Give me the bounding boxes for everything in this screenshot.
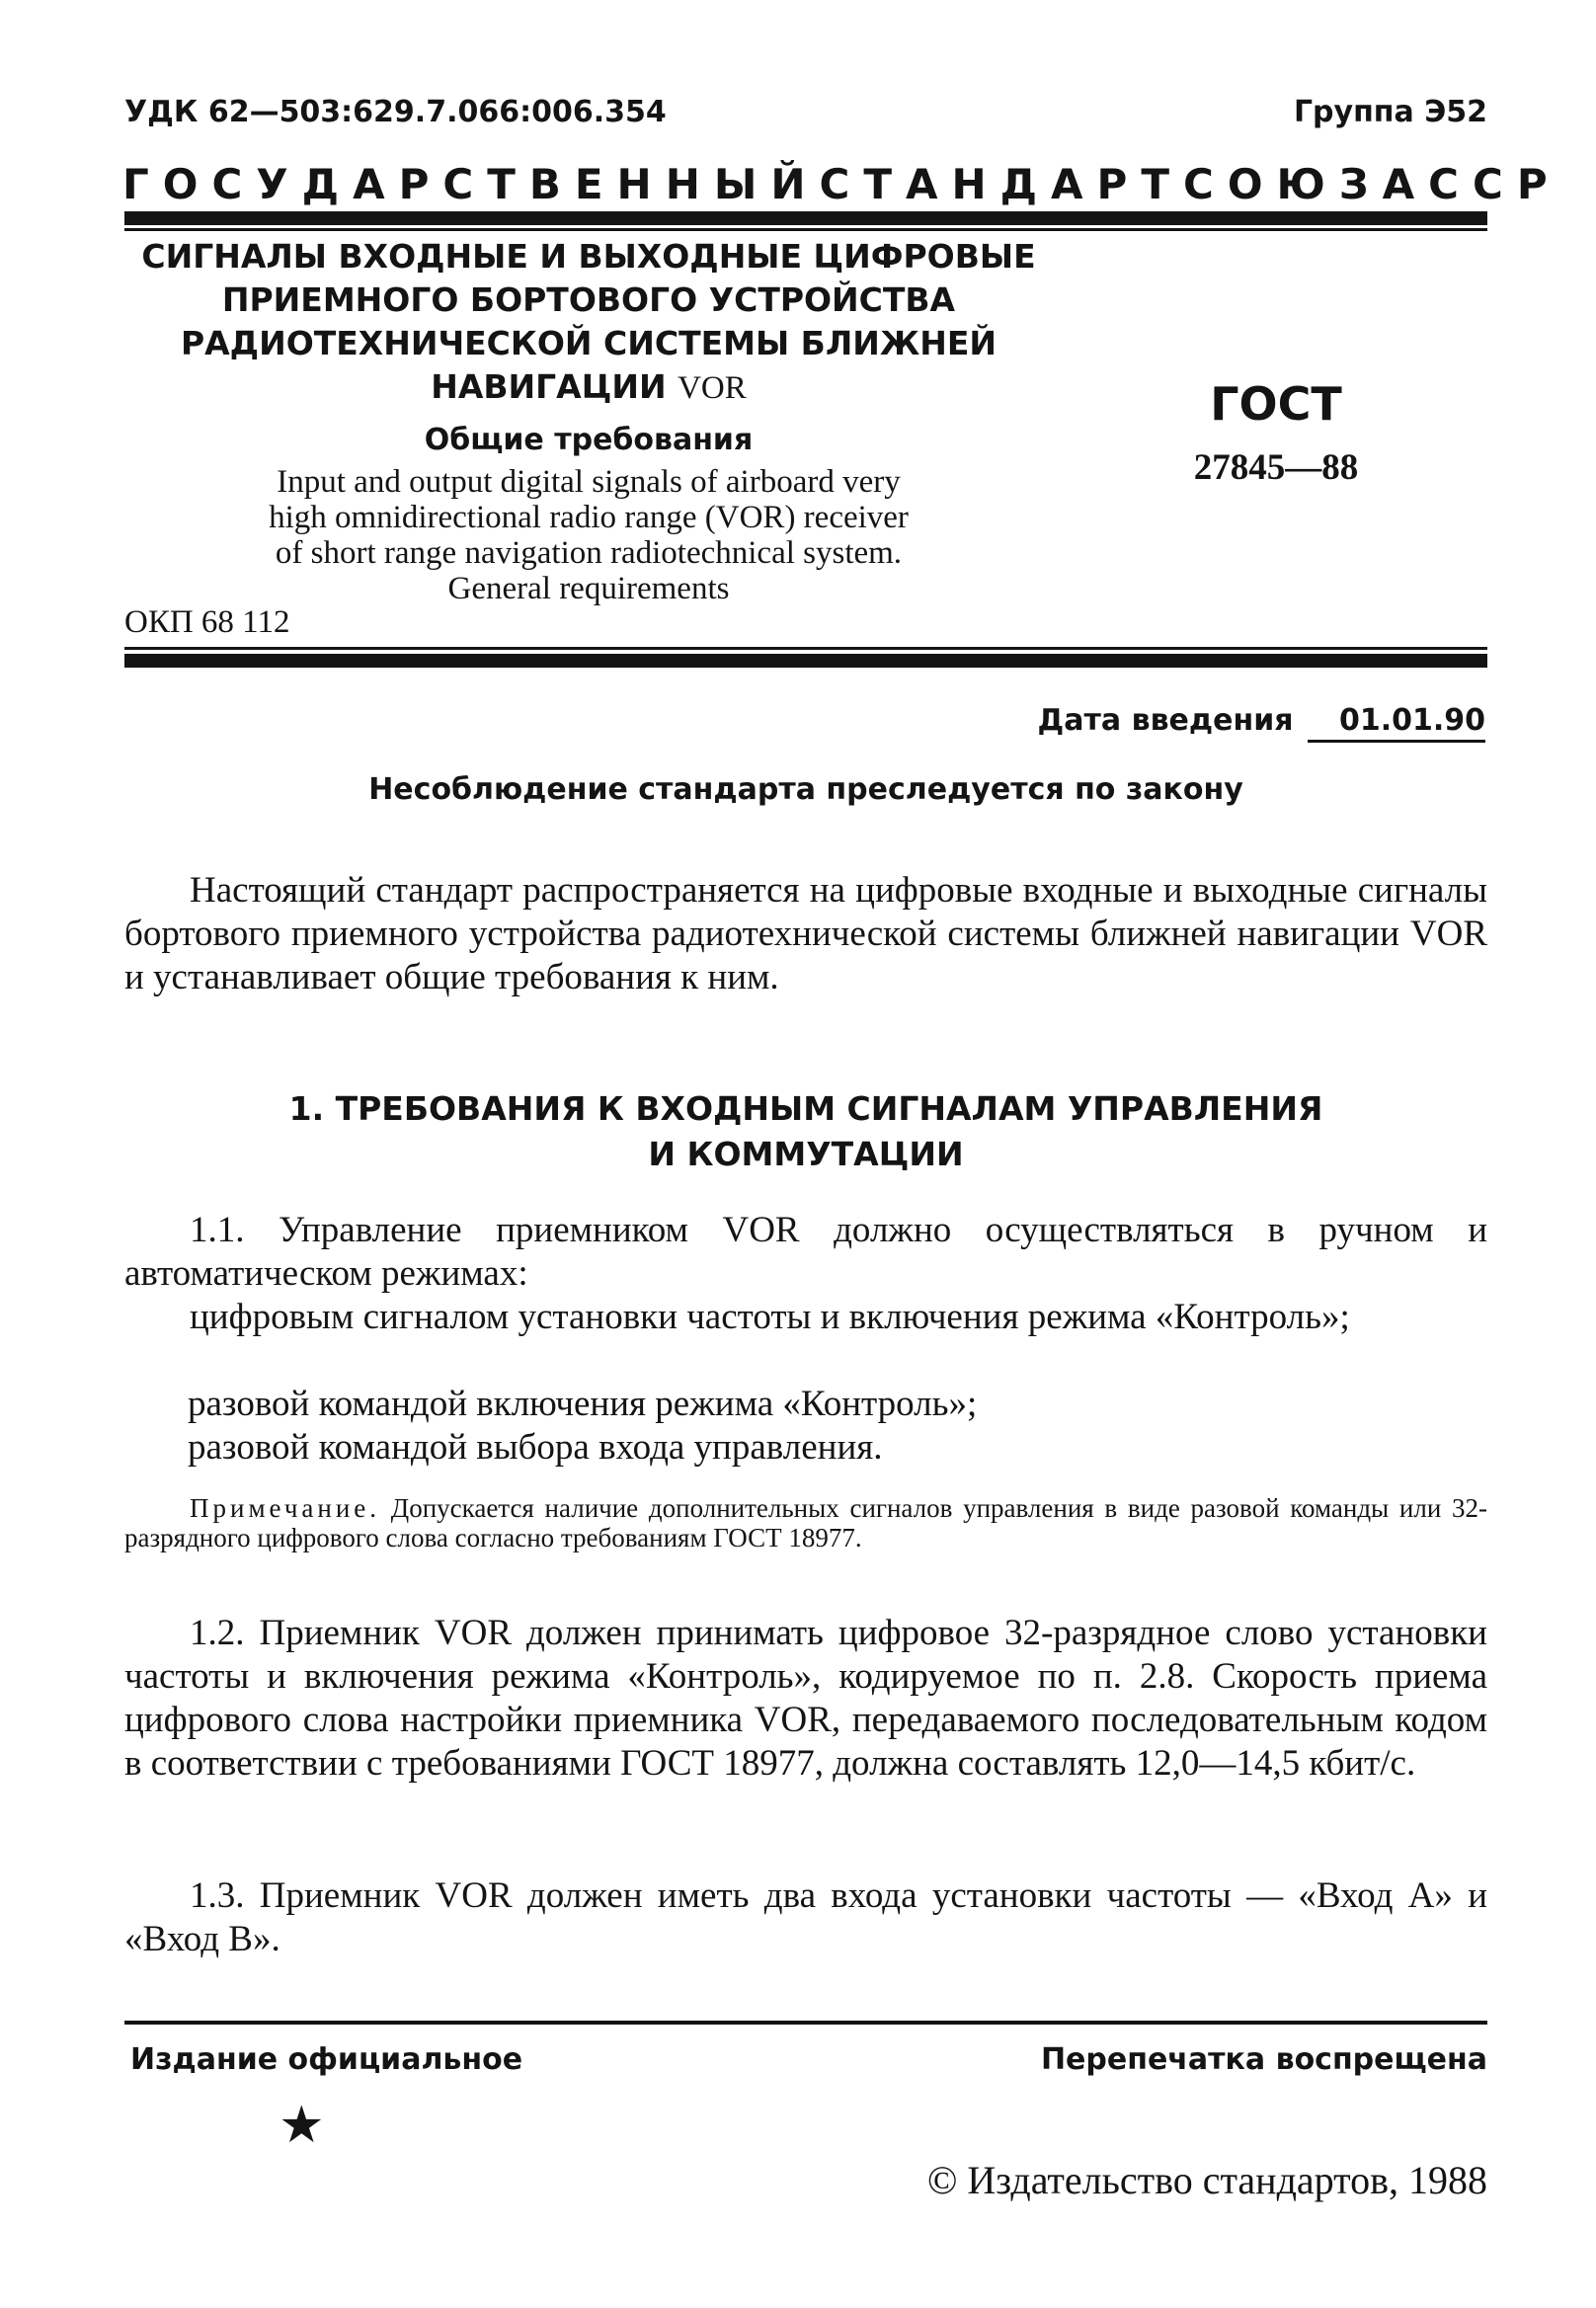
law-notice: Несоблюдение стандарта преследуется по закону	[368, 772, 1243, 807]
paragraph-1-2: 1.2. Приемник VOR должен принимать цифровое 32-разрядное слово установки частоты и включения режима «Контроль», кодируемое по п. 2.8. Скорость приема цифрового слова настройки приемника VOR, передаваемого последовательным кодом в соответствии с требованиями ГОСТ 18977, должна составлять 12,0—14,5 кбит/с.	[124, 1613, 1487, 1784]
note	[124, 1493, 1487, 1552]
list-item-3: разовой командой выбора входа управления.	[188, 1427, 883, 1468]
okp-code: ОКП 68 112	[124, 604, 290, 640]
section-1-heading-line-2: И КОММУТАЦИИ	[648, 1135, 964, 1173]
udk-code: УДК 62—503:629.7.066:006.354	[124, 95, 667, 129]
star-icon: ★	[279, 2096, 325, 2155]
copyright: © Издательство стандартов, 1988	[926, 2158, 1487, 2202]
section-1-heading	[124, 1086, 1487, 1177]
list-item-1: цифровым сигналом установки частоты и включения режима «Контроль»;	[190, 1297, 1350, 1337]
english-line-4: General requirements	[447, 571, 730, 606]
top-rule-thick	[124, 211, 1487, 225]
document-subtitle: Общие требования	[424, 423, 754, 457]
bottom-rule-thick	[124, 654, 1487, 668]
gost-label: ГОСТ	[1210, 377, 1342, 431]
note-label: Примечание.	[190, 1493, 381, 1523]
title-line-1: СИГНАЛЫ ВХОДНЫЕ И ВЫХОДНЫЕ ЦИФРОВЫЕ	[141, 237, 1036, 276]
document-title	[124, 235, 1053, 410]
introduction-date	[1038, 703, 1485, 743]
official-edition: Издание официальное	[130, 2042, 523, 2077]
group-code: Группа Э52	[1293, 95, 1487, 129]
title-line-2: ПРИЕМНОГО БОРТОВОГО УСТРОЙСТВА	[221, 280, 956, 319]
state-word-2: СТАНДАРТ	[819, 160, 1183, 208]
paragraph-1-3: 1.3. Приемник VOR должен иметь два входа установки частоты — «Вход А» и «Вход В».	[124, 1875, 1487, 1959]
state-word-3: СОЮЗА	[1183, 160, 1429, 208]
scope-paragraph: Настоящий стандарт распространяется на цифровые входные и выходные сигналы бортового приемного устройства радиотехнической системы ближней навигации VOR и устанавливает общие требования к ним.	[124, 870, 1487, 997]
title-line-4-text: НАВИГАЦИИ	[431, 367, 667, 406]
note-text: Допускается наличие дополнительных сигналов управления в виде разовой команды или 32-разрядного цифрового слова согласно требованиям ГОСТ 18977.	[124, 1493, 1488, 1552]
english-line-3: of short range navigation radiotechnical system.	[275, 535, 903, 571]
footer-rule	[124, 2021, 1487, 2025]
state-word-4: ССР	[1428, 160, 1561, 208]
bottom-rule-thin	[124, 647, 1487, 650]
date-label: Дата введения	[1037, 703, 1294, 738]
section-1-heading-line-1: 1. ТРЕБОВАНИЯ К ВХОДНЫМ СИГНАЛАМ УПРАВЛЕНИЯ	[288, 1089, 1323, 1128]
list-item-2: разовой командой включения режима «Контроль»;	[188, 1384, 978, 1424]
state-word-1: ГОСУДАРСТВЕННЫЙ	[122, 160, 820, 208]
reprint-prohibited: Перепечатка воспрещена	[1040, 2042, 1487, 2077]
title-line-3: РАДИОТЕХНИЧЕСКОЙ СИСТЕМЫ БЛИЖНЕЙ	[180, 324, 998, 362]
english-line-2: high omnidirectional radio range (VOR) receiver	[269, 500, 909, 535]
top-rule-thin	[124, 228, 1487, 231]
state-standard-heading	[122, 160, 1561, 208]
date-value: 01.01.90	[1308, 703, 1485, 743]
paragraph-1-1: 1.1. Управление приемником VOR должно осуществляться в ручном и автоматическом режимах:	[124, 1210, 1487, 1294]
english-line-1: Input and output digital signals of airboard very	[277, 464, 901, 500]
english-title	[124, 464, 1053, 606]
title-vor: VOR	[678, 370, 747, 406]
title-line-4	[124, 365, 1053, 410]
gost-number: 27845—88	[1193, 447, 1359, 488]
